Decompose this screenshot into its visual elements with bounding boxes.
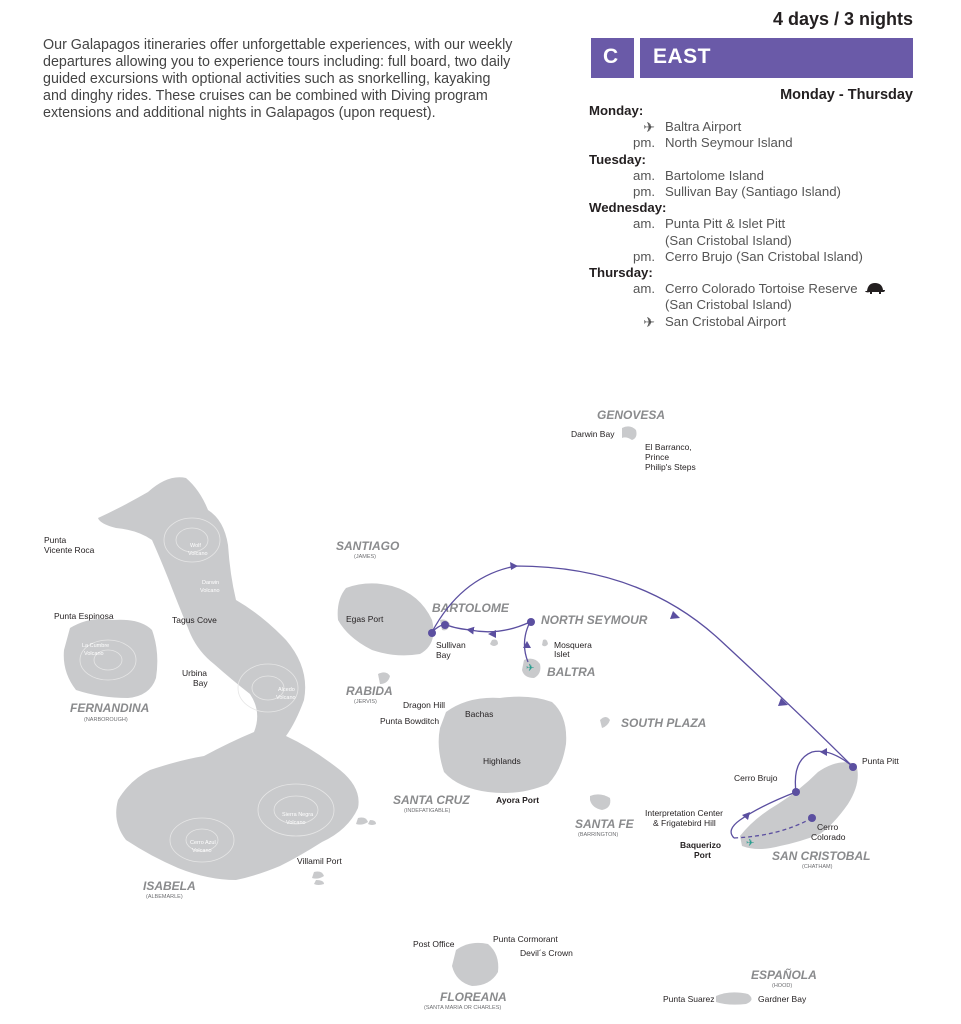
site-baquerizo-port: Port <box>694 850 711 860</box>
santiago-sublabel: (JAMES) <box>354 554 376 560</box>
itinerary-time: am. <box>633 281 655 297</box>
itinerary-day: Monday: <box>589 103 644 118</box>
isabela-sublabel: (ALBEMARLE) <box>146 894 183 900</box>
stop-punta-pitt <box>849 763 857 771</box>
volcano-cerro-azul: Cerro Azul <box>190 840 216 846</box>
genovesa-island <box>622 426 637 440</box>
site-interpretation-center: & Frigatebird Hill <box>653 818 716 828</box>
genovesa-label: GENOVESA <box>597 408 666 422</box>
intro-text: Our Galapagos itineraries offer unforgettable experiences, with our weekly departures allowing you to experience tours including: full board, two daily guided excursions with optional activities such as snorkelling, kayaking and dinghy rides. These cruises can be combined with Diving program extensions and additional nights in Galapagos (upon request). <box>43 37 513 121</box>
route-arrow <box>510 562 518 570</box>
santa-fe-island <box>590 794 610 810</box>
site-cerro-colorado: Colorado <box>811 832 846 842</box>
site-el-barranco: Prince <box>645 452 670 462</box>
south-plaza-island <box>600 717 610 728</box>
site-interpretation-center: Interpretation Center <box>645 808 723 818</box>
espanola-island <box>716 992 752 1004</box>
mosquera-islet <box>542 640 548 647</box>
site-bachas: Bachas <box>465 709 494 719</box>
site-egas-port: Egas Port <box>346 614 384 624</box>
stop-sullivan-bay <box>428 629 436 637</box>
site-highlands: Highlands <box>483 756 521 766</box>
itinerary-text: (San Cristobal Island) <box>665 297 792 313</box>
islet <box>312 872 324 879</box>
fernandina-label: FERNANDINA <box>70 701 150 715</box>
site-el-barranco: El Barranco, <box>645 442 692 452</box>
rabida-island <box>378 672 390 684</box>
volcano-sierra-negra: Sierra Negra <box>282 812 314 818</box>
volcano-alcedo: Alcedo <box>278 687 295 693</box>
site-cerro-brujo: Cerro Brujo <box>734 773 778 783</box>
itinerary-text: San Cristobal Airport <box>665 313 786 329</box>
site-baquerizo-port: Baquerizo <box>680 840 722 850</box>
north-seymour-label: NORTH SEYMOUR <box>541 613 648 627</box>
site-el-barranco: Philip's Steps <box>645 462 696 472</box>
volcano-cerro-azul: Volcano <box>192 848 212 854</box>
site-punta-bowditch: Punta Bowditch <box>380 716 440 726</box>
site-urbina-bay: Urbina <box>182 668 208 678</box>
itinerary-day: Wednesday: <box>589 200 667 216</box>
itinerary-text: Baltra Airport <box>665 119 742 135</box>
route-leg-north-seymour-bartolome <box>445 622 530 632</box>
itinerary-text: North Seymour Island <box>665 135 793 151</box>
site-urbina-bay: Bay <box>193 678 208 688</box>
volcano-darwin: Darwin <box>202 580 220 586</box>
itinerary-text: (San Cristobal Island) <box>665 232 792 248</box>
volcano-wolf: Volcano <box>188 551 208 557</box>
floreana-label: FLOREANA <box>440 990 507 1004</box>
itinerary-day: Tuesday: <box>589 151 646 167</box>
rabida-sublabel: (JERVIS) <box>354 699 377 705</box>
trip-duration: 4 days / 3 nights <box>772 9 913 29</box>
itinerary-text: Punta Pitt & Islet Pitt <box>665 216 786 232</box>
site-darwin-bay: Darwin Bay <box>571 429 615 439</box>
site-punta-suarez: Punta Suarez <box>663 994 715 1004</box>
route-arrow <box>820 748 827 756</box>
site-vicente-roca: Punta <box>44 535 67 545</box>
rabida-label: RABIDA <box>346 684 393 698</box>
site-gardner-bay: Gardner Bay <box>758 994 807 1004</box>
baltra-label: BALTRA <box>547 665 596 679</box>
islet <box>356 818 368 825</box>
day-range: Monday - Thursday <box>780 87 913 103</box>
site-ayora-port: Ayora Port <box>496 795 540 805</box>
volcano-alcedo: Volcano <box>276 695 296 701</box>
itinerary-text: Sullivan Bay (Santiago Island) <box>665 184 841 200</box>
site-sullivan-bay: Sullivan <box>436 640 466 650</box>
islet <box>314 880 324 885</box>
itinerary-text: Cerro Brujo (San Cristobal Island) <box>665 248 863 264</box>
bartolome-label: BARTOLOME <box>432 601 509 615</box>
site-sullivan-bay: Bay <box>436 650 451 660</box>
isabela-label: ISABELA <box>143 879 196 893</box>
itinerary-text: Bartolome Island <box>665 167 764 183</box>
airplane-icon: ✈ <box>526 663 535 674</box>
espanola-sublabel: (HOOD) <box>772 983 793 989</box>
itinerary-day: Thursday: <box>589 265 653 281</box>
itinerary-time: pm. <box>633 248 655 264</box>
san-cristobal-label: SAN CRISTOBAL <box>772 849 871 863</box>
stop-cerro-brujo <box>792 788 800 796</box>
site-villamil-port: Villamil Port <box>297 856 342 866</box>
itinerary-text: Cerro Colorado Tortoise Reserve <box>665 281 858 297</box>
espanola-label: ESPAÑOLA <box>751 968 817 982</box>
site-post-office: Post Office <box>413 939 455 949</box>
site-dragon-hill: Dragon Hill <box>403 700 446 710</box>
airplane-icon: ✈ <box>746 838 755 849</box>
site-punta-espinosa: Punta Espinosa <box>54 611 114 621</box>
stop-north-seymour <box>527 618 535 626</box>
santiago-label: SANTIAGO <box>336 539 400 553</box>
santa-cruz-label: SANTA CRUZ <box>393 793 470 807</box>
route-arrow <box>670 611 680 619</box>
stop-cerro-colorado <box>808 814 816 822</box>
santa-fe-sublabel: (BARRINGTON) <box>578 832 619 838</box>
santa-cruz-sublabel: (INDEFATIGABLE) <box>404 808 451 814</box>
santa-fe-label: SANTA FE <box>575 817 634 831</box>
floreana-sublabel: (SANTA MARIA OR CHARLES) <box>424 1005 502 1011</box>
itinerary-time: pm. <box>633 184 655 200</box>
fernandina-sublabel: (NARBOROUGH) <box>84 717 128 723</box>
volcano-la-cumbre: Volcano <box>84 651 104 657</box>
south-plaza-label: SOUTH PLAZA <box>621 716 707 730</box>
islet <box>368 820 376 825</box>
san-cristobal-sublabel: (CHATHAM) <box>802 864 833 870</box>
itinerary-time: pm. <box>633 135 655 151</box>
airplane-icon: ✈ <box>643 119 655 136</box>
islet <box>490 640 498 647</box>
santa-cruz-island <box>439 697 567 793</box>
floreana-island <box>452 943 498 986</box>
itinerary-time: am. <box>633 167 655 183</box>
fernandina-island <box>64 619 158 698</box>
stop-bartolome <box>441 621 449 629</box>
site-punta-cormorant: Punta Cormorant <box>493 934 558 944</box>
volcano-wolf: Wolf <box>190 543 201 549</box>
route-code: C <box>603 45 619 68</box>
volcano-sierra-negra: Volcano <box>286 820 306 826</box>
volcano-darwin: Volcano <box>200 588 220 594</box>
site-vicente-roca: Vicente Roca <box>44 545 95 555</box>
site-mosquera: Islet <box>554 649 570 659</box>
route-name: EAST <box>653 45 712 68</box>
site-devils-crown: Devil´s Crown <box>520 948 573 958</box>
site-mosquera: Mosquera <box>554 640 592 650</box>
volcano-la-cumbre: La Cumbre <box>82 643 110 649</box>
itinerary-time: am. <box>633 216 655 232</box>
site-tagus-cove: Tagus Cove <box>172 615 217 625</box>
airplane-icon: ✈ <box>643 313 655 330</box>
site-punta-pitt: Punta Pitt <box>862 756 899 766</box>
route-arrow <box>742 812 750 820</box>
site-cerro-colorado: Cerro <box>817 822 839 832</box>
